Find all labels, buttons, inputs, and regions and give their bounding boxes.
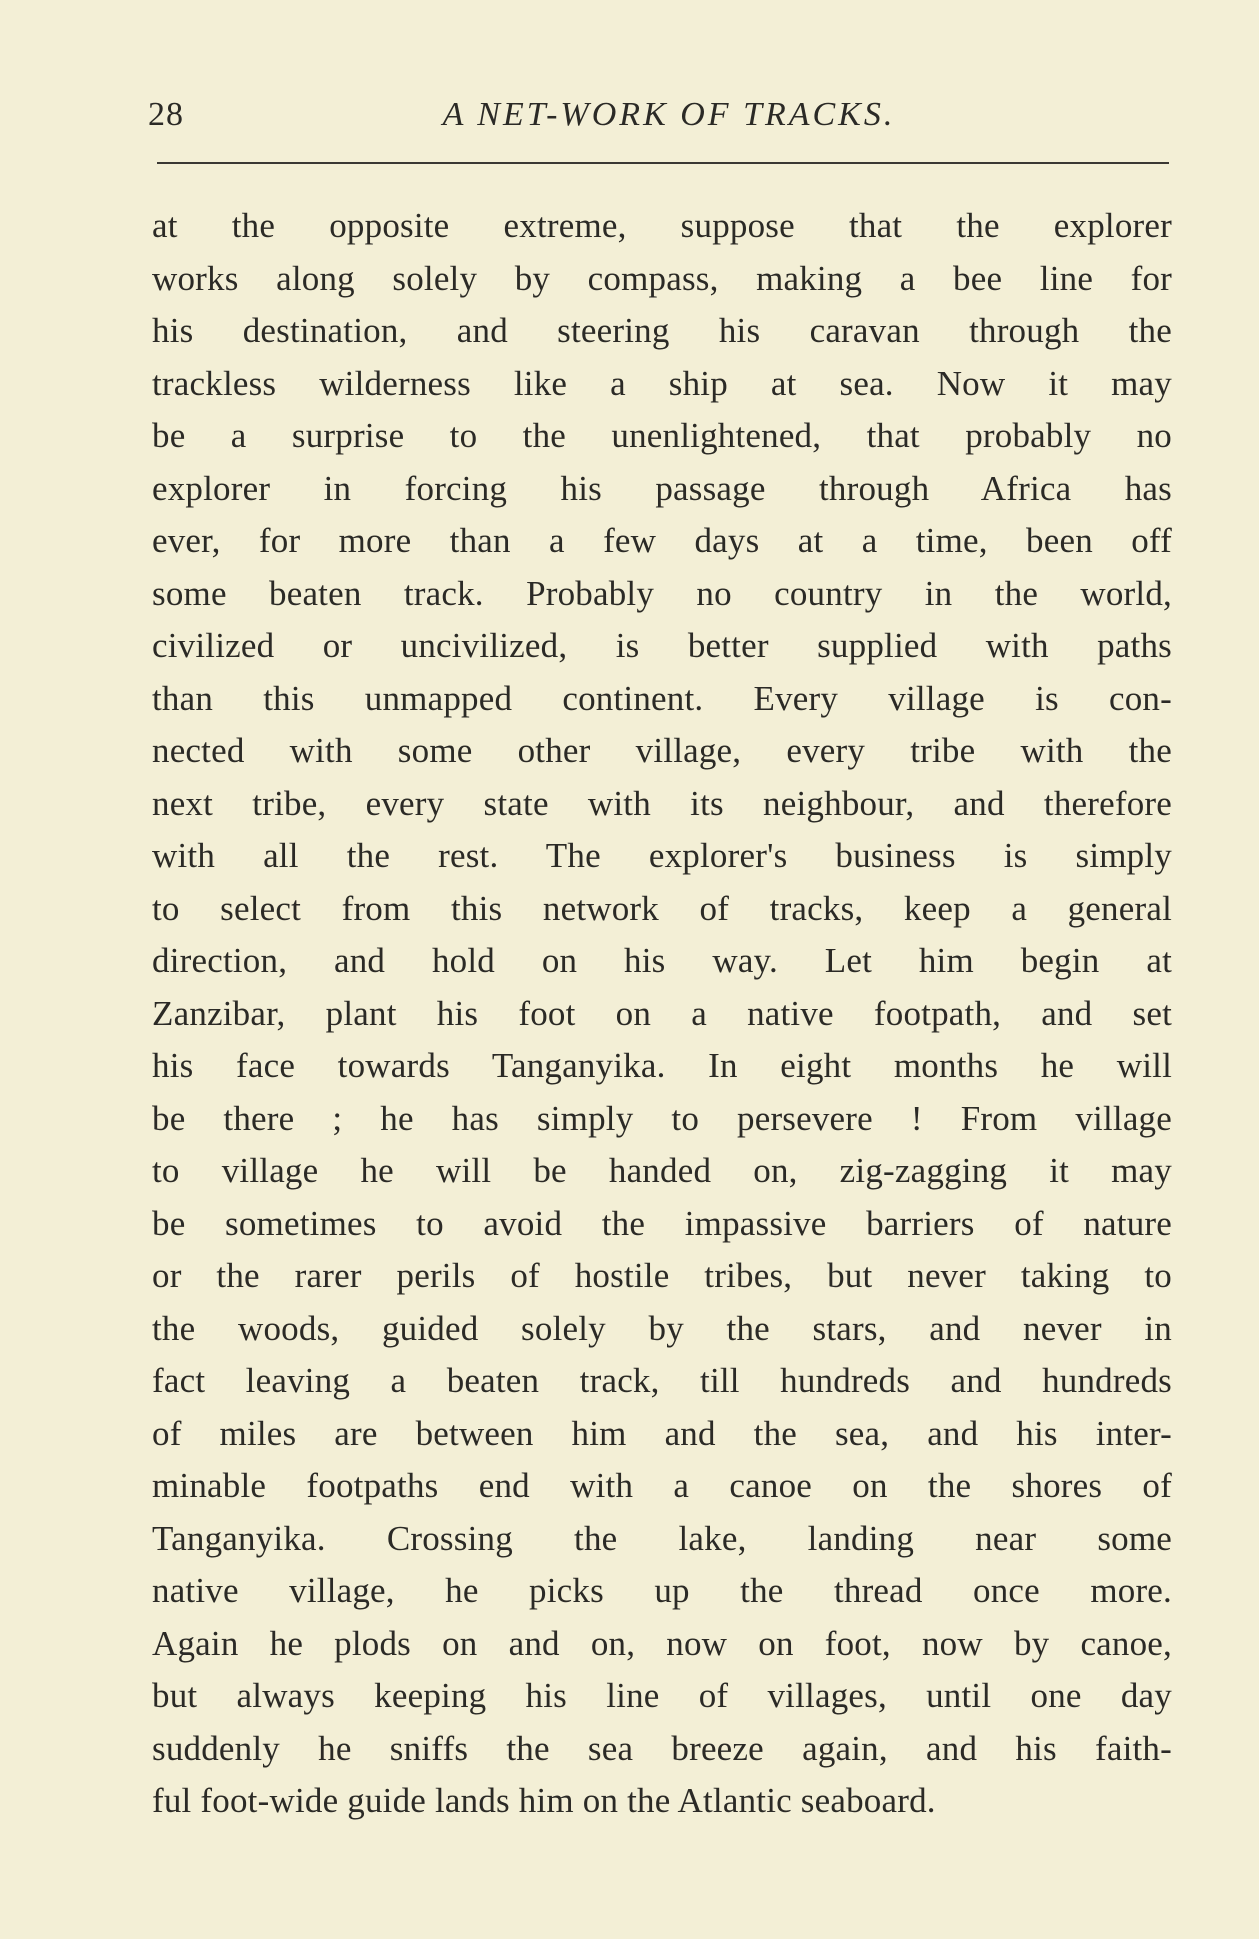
text-line: direction, and hold on his way. Let him begin at xyxy=(152,941,1172,980)
text-line: than this unmapped continent. Every village is con- xyxy=(152,678,1172,718)
text-line: be a surprise to the unenlightened, that probably no xyxy=(152,416,1172,455)
text-line: at the opposite extreme, suppose that the explorer xyxy=(152,206,1172,245)
text-line: nected with some other village, every tribe with the xyxy=(152,731,1172,770)
running-title: A NET-WORK OF TRACKS. xyxy=(442,96,896,133)
text-line: ever, for more than a few days at a time, been off xyxy=(152,521,1172,560)
text-line: of miles are between him and the sea, and his inter- xyxy=(152,1413,1172,1453)
text-line: with all the rest. The explorer's business is simply xyxy=(152,836,1172,875)
text-line: some beaten track. Probably no country in the world, xyxy=(152,573,1172,613)
text-line: Tanganyika. Crossing the lake, landing near some xyxy=(152,1518,1172,1558)
text-line: Again he plods on and on, now on foot, now by canoe, xyxy=(152,1623,1172,1663)
text-line: his destination, and steering his caravan through the xyxy=(152,311,1172,350)
text-line: trackless wilderness like a ship at sea. Now it may xyxy=(152,363,1172,403)
text-line: native village, he picks up the thread once more. xyxy=(152,1571,1172,1610)
text-line: his face towards Tanganyika. In eight months he will xyxy=(152,1046,1172,1085)
text-line: suddenly he sniffs the sea breeze again, and his faith- xyxy=(152,1728,1172,1768)
text-line: or the rarer perils of hostile tribes, but never taking to xyxy=(152,1256,1172,1295)
page-number: 28 xyxy=(148,96,184,133)
text-line: next tribe, every state with its neighbour, and therefore xyxy=(152,783,1172,823)
body-text xyxy=(152,200,1172,1828)
page-header xyxy=(148,96,1160,144)
text-line: but always keeping his line of villages, until one day xyxy=(152,1676,1172,1715)
text-line: Zanzibar, plant his foot on a native footpath, and set xyxy=(152,993,1172,1033)
text-line: to village he will be handed on, zig-zagging it may xyxy=(152,1151,1172,1190)
text-line: ful foot-wide guide lands him on the Atlantic seaboard. xyxy=(152,1781,936,1820)
header-rule xyxy=(157,162,1169,164)
text-line: works along solely by compass, making a bee line for xyxy=(152,258,1172,298)
text-line: the woods, guided solely by the stars, and never in xyxy=(152,1308,1172,1348)
text-line: civilized or uncivilized, is better supplied with paths xyxy=(152,626,1172,665)
text-line: be sometimes to avoid the impassive barriers of nature xyxy=(152,1203,1172,1243)
text-line: minable footpaths end with a canoe on the shores of xyxy=(152,1466,1172,1505)
text-line: to select from this network of tracks, keep a general xyxy=(152,888,1172,928)
text-line: fact leaving a beaten track, till hundreds and hundreds xyxy=(152,1361,1172,1400)
text-line: be there ; he has simply to persevere ! From village xyxy=(152,1098,1172,1138)
text-line: explorer in forcing his passage through Africa has xyxy=(152,468,1172,508)
